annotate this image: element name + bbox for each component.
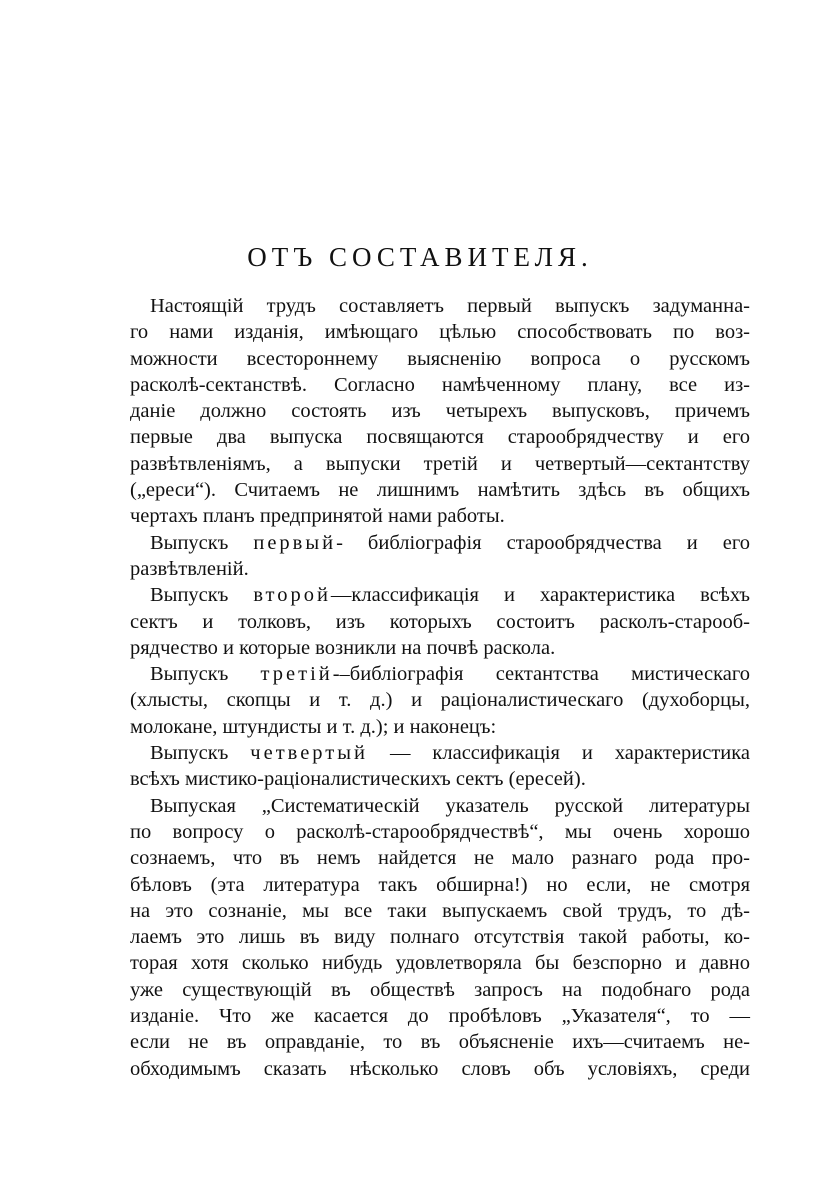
line-text: первые два выпуска посвящаются старообрядчеству и его [130,426,750,449]
spaced-emphasis: второй [253,584,331,607]
line-text: -–библіографія сектантства мистическаго [332,663,750,686]
line-prefix: Выпускъ [150,742,251,765]
text-line [130,977,750,1003]
line-text: Настоящій трудъ составляетъ первый выпускъ задуманна- [150,295,750,317]
line-text: („ереси“). Считаемъ не лишнимъ намѣтить здѣсь въ общихъ [130,479,750,502]
line-text: сектъ и толковъ, изъ которыхъ состоитъ расколъ-старооб- [130,610,750,633]
line-text: даніе должно состоять изъ четырехъ выпусковъ, причемъ [130,400,750,423]
body-text [130,293,750,1082]
text-line [130,950,750,976]
line-text: рядчество и которые возникли на почвѣ раскола. [130,636,556,659]
text-line [130,346,750,372]
line-text: можности всестороннему выясненію вопроса о русскомъ [130,347,750,370]
line-text: сознаемъ, что въ немъ найдется не мало разнаго рода про- [130,847,750,870]
text-line [130,872,750,898]
line-text: по вопросу о расколѣ-старообрядчествѣ“, мы очень хорошо [130,820,750,843]
line-text: всѣхъ мистико-раціоналистическихъ сектъ (ересей). [130,768,586,791]
line-text: лаемъ это лишь въ виду полнаго отсутствія такой работы, ко- [130,926,750,949]
text-line [130,714,750,740]
line-text: развѣтвленіямъ, а выпуски третій и четвертый—сектантству [130,452,750,475]
line-text: бѣловъ (эта литература такъ обширна!) но если, не смотря [130,873,750,896]
line-text: Выпуская „Систематическій указатель русской литературы [150,794,750,817]
line-text: го нами изданія, имѣющаго цѣлью способствовать по воз- [130,321,750,344]
text-line [130,372,750,398]
line-prefix: Выпускъ [150,531,254,554]
text-line [130,898,750,924]
text-line [130,319,750,345]
line-text: чертахъ планъ предпринятой нами работы. [130,505,505,528]
text-line [130,845,750,871]
text-line [130,398,750,424]
line-prefix: Выпускъ [150,663,261,686]
text-line [130,740,750,766]
text-line [130,503,750,529]
line-text: уже существующій въ обществѣ запросъ на подобнаго рода [130,978,750,1001]
text-line [130,661,750,687]
text-line [130,451,750,477]
spaced-emphasis: первый [253,531,337,554]
text-line [130,793,750,819]
line-prefix: Выпускъ [150,584,254,607]
text-line [130,424,750,450]
text-line [130,687,750,713]
line-text: обходимымъ сказать нѣсколько словъ объ условіяхъ, среди [130,1057,750,1080]
text-line [130,635,750,661]
line-text: - библіографія старообрядчества и его [336,531,751,554]
text-line [130,582,750,608]
line-text: если не въ оправданіе, то въ объясненіе ихъ—считаемъ не- [130,1031,750,1054]
text-line [130,293,750,319]
line-text: —классификація и характеристика всѣхъ [330,584,751,607]
page-title: ОТЪ СОСТАВИТЕЛЯ. [247,242,593,272]
line-text: расколѣ-сектанствѣ. Согласно намѣченному плану, все из- [130,373,750,396]
line-text: развѣтвленій. [130,557,249,580]
spaced-emphasis: четвертый [250,742,368,765]
spaced-emphasis: третій [260,663,333,686]
text-line [130,609,750,635]
line-text: торая хотя сколько нибудь удовлетворяла бы безспорно и давно [130,952,750,975]
text-line [130,819,750,845]
line-text: (хлысты, скопцы и т. д.) и раціоналистическаго (духоборцы, [130,689,750,712]
line-text: молокане, штундисты и т. д.); и наконецъ: [130,715,497,738]
line-text: на это сознаніе, мы все таки выпускаемъ свой трудъ, то дѣ- [130,899,750,922]
text-line [130,766,750,792]
text-line [130,1029,750,1055]
text-line [130,556,750,582]
text-line [130,1056,750,1082]
text-line [130,477,750,503]
text-line [130,1003,750,1029]
line-text: — классификація и характеристика [368,742,750,765]
line-text: изданіе. Что же касается до пробѣловъ „Указателя“, то — [130,1005,750,1028]
text-line [130,530,750,556]
text-line [130,924,750,950]
